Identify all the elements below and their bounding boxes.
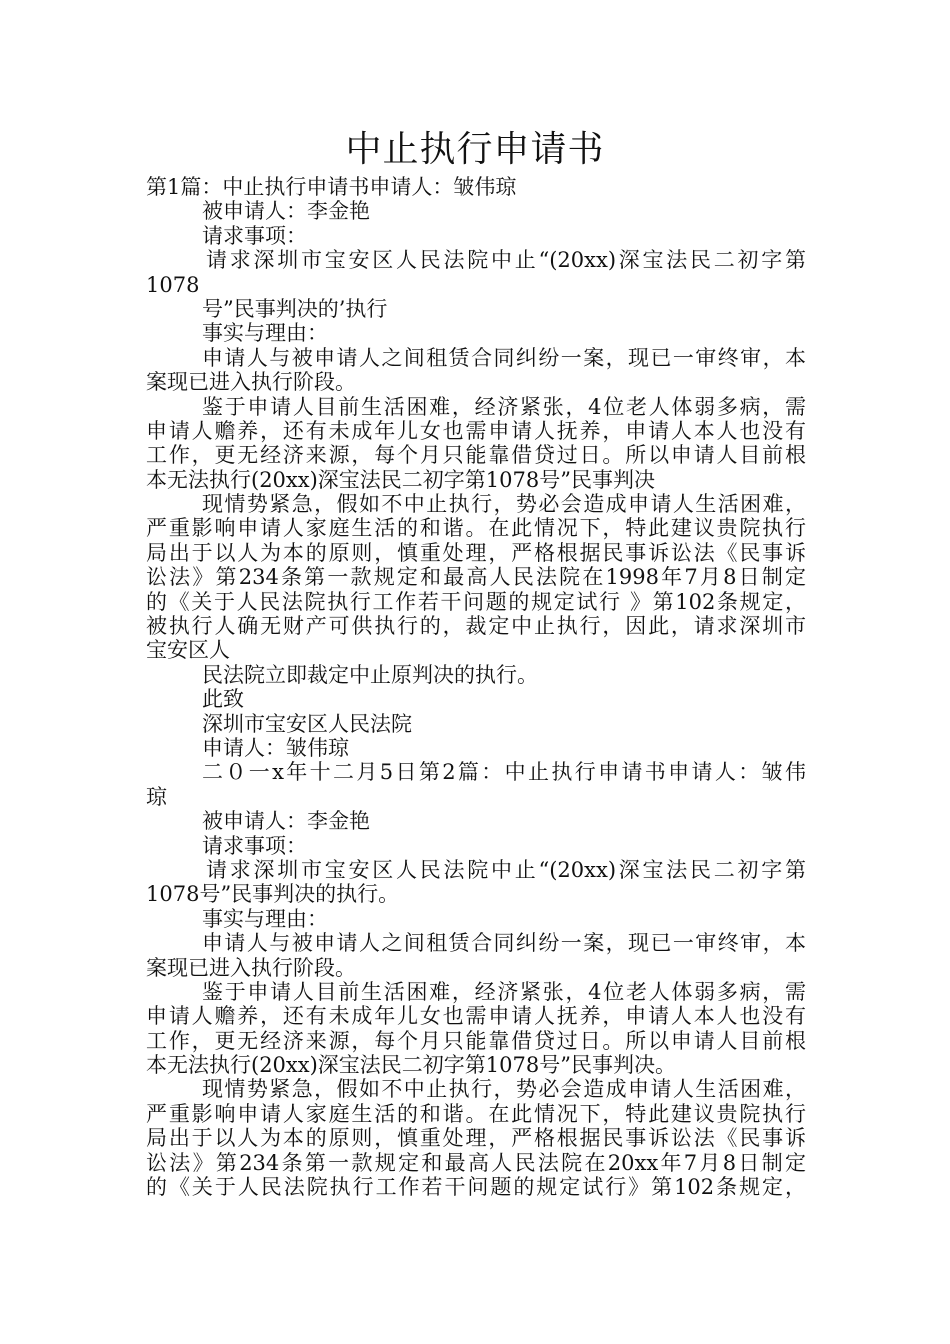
body-line: 申请人赡养，还有未成年儿女也需申请人抚养，申请人本人也没有: [146, 418, 806, 443]
body-line: 请求事项：: [202, 223, 307, 248]
body-line: 被申请人：李金艳: [202, 809, 370, 834]
body-line: 申请人：皱伟琼: [202, 735, 349, 760]
body-line: 琼: [146, 784, 167, 809]
body-line: 的《关于人民法院执行工作若干问题的规定试行 》第102条规定，: [146, 589, 806, 614]
body-line: 案现已进入执行阶段。: [146, 370, 356, 395]
body-line: 鉴于申请人目前生活困难，经济紧张，4位老人体弱多病，需: [202, 394, 806, 419]
body-line: 申请人与被申请人之间租赁合同纠纷一案，现已一审终审，本: [202, 931, 806, 956]
body-line: 严重影响申请人家庭生活的和谐。在此情况下，特此建议贵院执行: [146, 1101, 806, 1126]
body-line: 事实与理由：: [202, 906, 328, 931]
body-line: 鉴于申请人目前生活困难，经济紧张，4位老人体弱多病，需: [202, 979, 806, 1004]
body-line: 的《关于人民法院执行工作若干问题的规定试行》第102条规定，: [146, 1175, 806, 1200]
body-line: 现情势紧急，假如不中止执行，势必会造成申请人生活困难，: [202, 492, 806, 517]
body-line: 1078: [146, 272, 200, 297]
body-line: 请求深圳市宝安区人民法院中止“(20xx)深宝法民二初字第: [206, 248, 806, 273]
body-line: 深圳市宝安区人民法院: [202, 711, 412, 736]
body-line: 民法院立即裁定中止原判决的执行。: [202, 662, 538, 687]
body-line: 被执行人确无财产可供执行的，裁定中止执行，因此，请求深圳市: [146, 614, 806, 639]
body-line: 此致: [202, 687, 244, 712]
body-line: 讼法》第234条第一款规定和最高人民法院在1998年7月8日制定: [146, 565, 806, 590]
body-line: 被申请人：李金艳: [202, 199, 370, 224]
body-line: 本无法执行(20xx)深宝法民二初字第1078号”民事判决: [146, 467, 655, 492]
body-line: 局出于以人为本的原则，慎重处理，严格根据民事诉讼法《民事诉: [146, 1126, 806, 1151]
body-line: 1078号”民事判决的执行。: [146, 882, 400, 907]
body-line: 申请人与被申请人之间租赁合同纠纷一案，现已一审终审，本: [202, 345, 806, 370]
body-line: 工作，更无经济来源，每个月只能靠借贷过日。所以申请人目前根: [146, 1028, 806, 1053]
body-line: 本无法执行(20xx)深宝法民二初字第1078号”民事判决。: [146, 1053, 676, 1078]
body-line: 现情势紧急，假如不中止执行，势必会造成申请人生活困难，: [202, 1077, 806, 1102]
body-line: 案现已进入执行阶段。: [146, 955, 356, 980]
body-line: 宝安区人: [146, 638, 230, 663]
body-line: 讼法》第234条第一款规定和最高人民法院在20xx年7月8日制定: [146, 1150, 806, 1175]
body-line: 局出于以人为本的原则，慎重处理，严格根据民事诉讼法《民事诉: [146, 540, 806, 565]
body-line: 工作，更无经济来源，每个月只能靠借贷过日。所以申请人目前根: [146, 443, 806, 468]
body-line: 严重影响申请人家庭生活的和谐。在此情况下，特此建议贵院执行: [146, 516, 806, 541]
body-line: 二０一x年十二月5日第2篇：中止执行申请书申请人：皱伟: [202, 760, 806, 785]
document-body: [146, 175, 806, 1199]
document-title: 中止执行申请书: [345, 129, 605, 170]
body-line: 事实与理由：: [202, 321, 328, 346]
body-line: 号”民事判决的’执行: [202, 296, 388, 321]
body-line: 请求深圳市宝安区人民法院中止“(20xx)深宝法民二初字第: [206, 857, 806, 882]
body-line: 申请人赡养，还有未成年儿女也需申请人抚养，申请人本人也没有: [146, 1004, 806, 1029]
body-line: 第1篇：中止执行申请书申请人：皱伟琼: [146, 175, 517, 199]
body-line: 请求事项：: [202, 833, 307, 858]
